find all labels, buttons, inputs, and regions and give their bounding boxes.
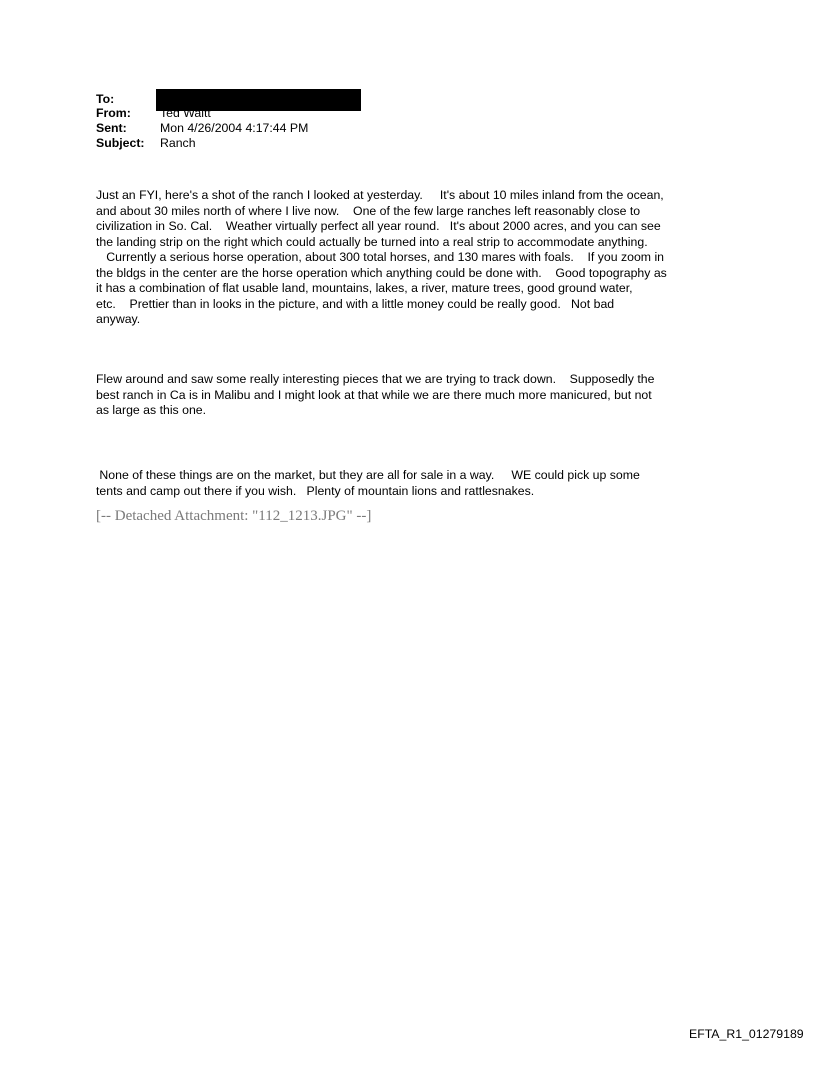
body-line: it has a combination of flat usable land, mountains, lakes, a river, mature trees, good ground water, xyxy=(96,281,633,295)
document-id: EFTA_R1_01279189 xyxy=(689,1027,804,1041)
from-label: From: xyxy=(96,106,131,120)
subject-label: Subject: xyxy=(96,136,145,150)
body-paragraph-2 xyxy=(96,372,654,419)
from-value: Ted Waitt xyxy=(160,106,211,120)
body-paragraph-1 xyxy=(96,188,667,328)
body-paragraph-3 xyxy=(96,468,640,499)
body-line: None of these things are on the market, but they are all for sale in a way. WE could pick up some xyxy=(96,468,640,482)
body-line: Flew around and saw some really interesting pieces that we are trying to track down. Supposedly the xyxy=(96,372,655,386)
to-label: To: xyxy=(96,92,115,106)
body-line: Just an FYI, here's a shot of the ranch I looked at yesterday. It's about 10 miles inland from the ocean, xyxy=(96,188,664,202)
detached-attachment-note: [-- Detached Attachment: "112_1213.JPG" --] xyxy=(96,508,372,524)
body-line: and about 30 miles north of where I live now. One of the few large ranches left reasonably close to xyxy=(96,203,641,218)
body-line: anyway. xyxy=(96,312,141,326)
body-line: civilization in So. Cal. Weather virtually perfect all year round. It's about 2000 acres, and you can see xyxy=(96,219,661,233)
body-line: etc. Prettier than in looks in the picture, and with a little money could be really good. Not bad xyxy=(96,296,615,311)
body-line: the bldgs in the center are the horse operation which anything could be done with. Good topography as xyxy=(96,265,667,280)
body-line: as large as this one. xyxy=(96,403,207,417)
body-line: Currently a serious horse operation, about 300 total horses, and 130 mares with foals. If you zoom in xyxy=(96,250,665,264)
sent-label: Sent: xyxy=(96,121,127,135)
body-line: best ranch in Ca is in Malibu and I might look at that while we are there much more manicured, but not xyxy=(96,387,652,402)
sent-value: Mon 4/26/2004 4:17:44 PM xyxy=(160,121,309,135)
body-line: tents and camp out there if you wish. Plenty of mountain lions and rattlesnakes. xyxy=(96,483,535,498)
subject-value: Ranch xyxy=(160,136,196,150)
body-line: the landing strip on the right which could actually be turned into a real strip to accommodate anything. xyxy=(96,234,648,249)
